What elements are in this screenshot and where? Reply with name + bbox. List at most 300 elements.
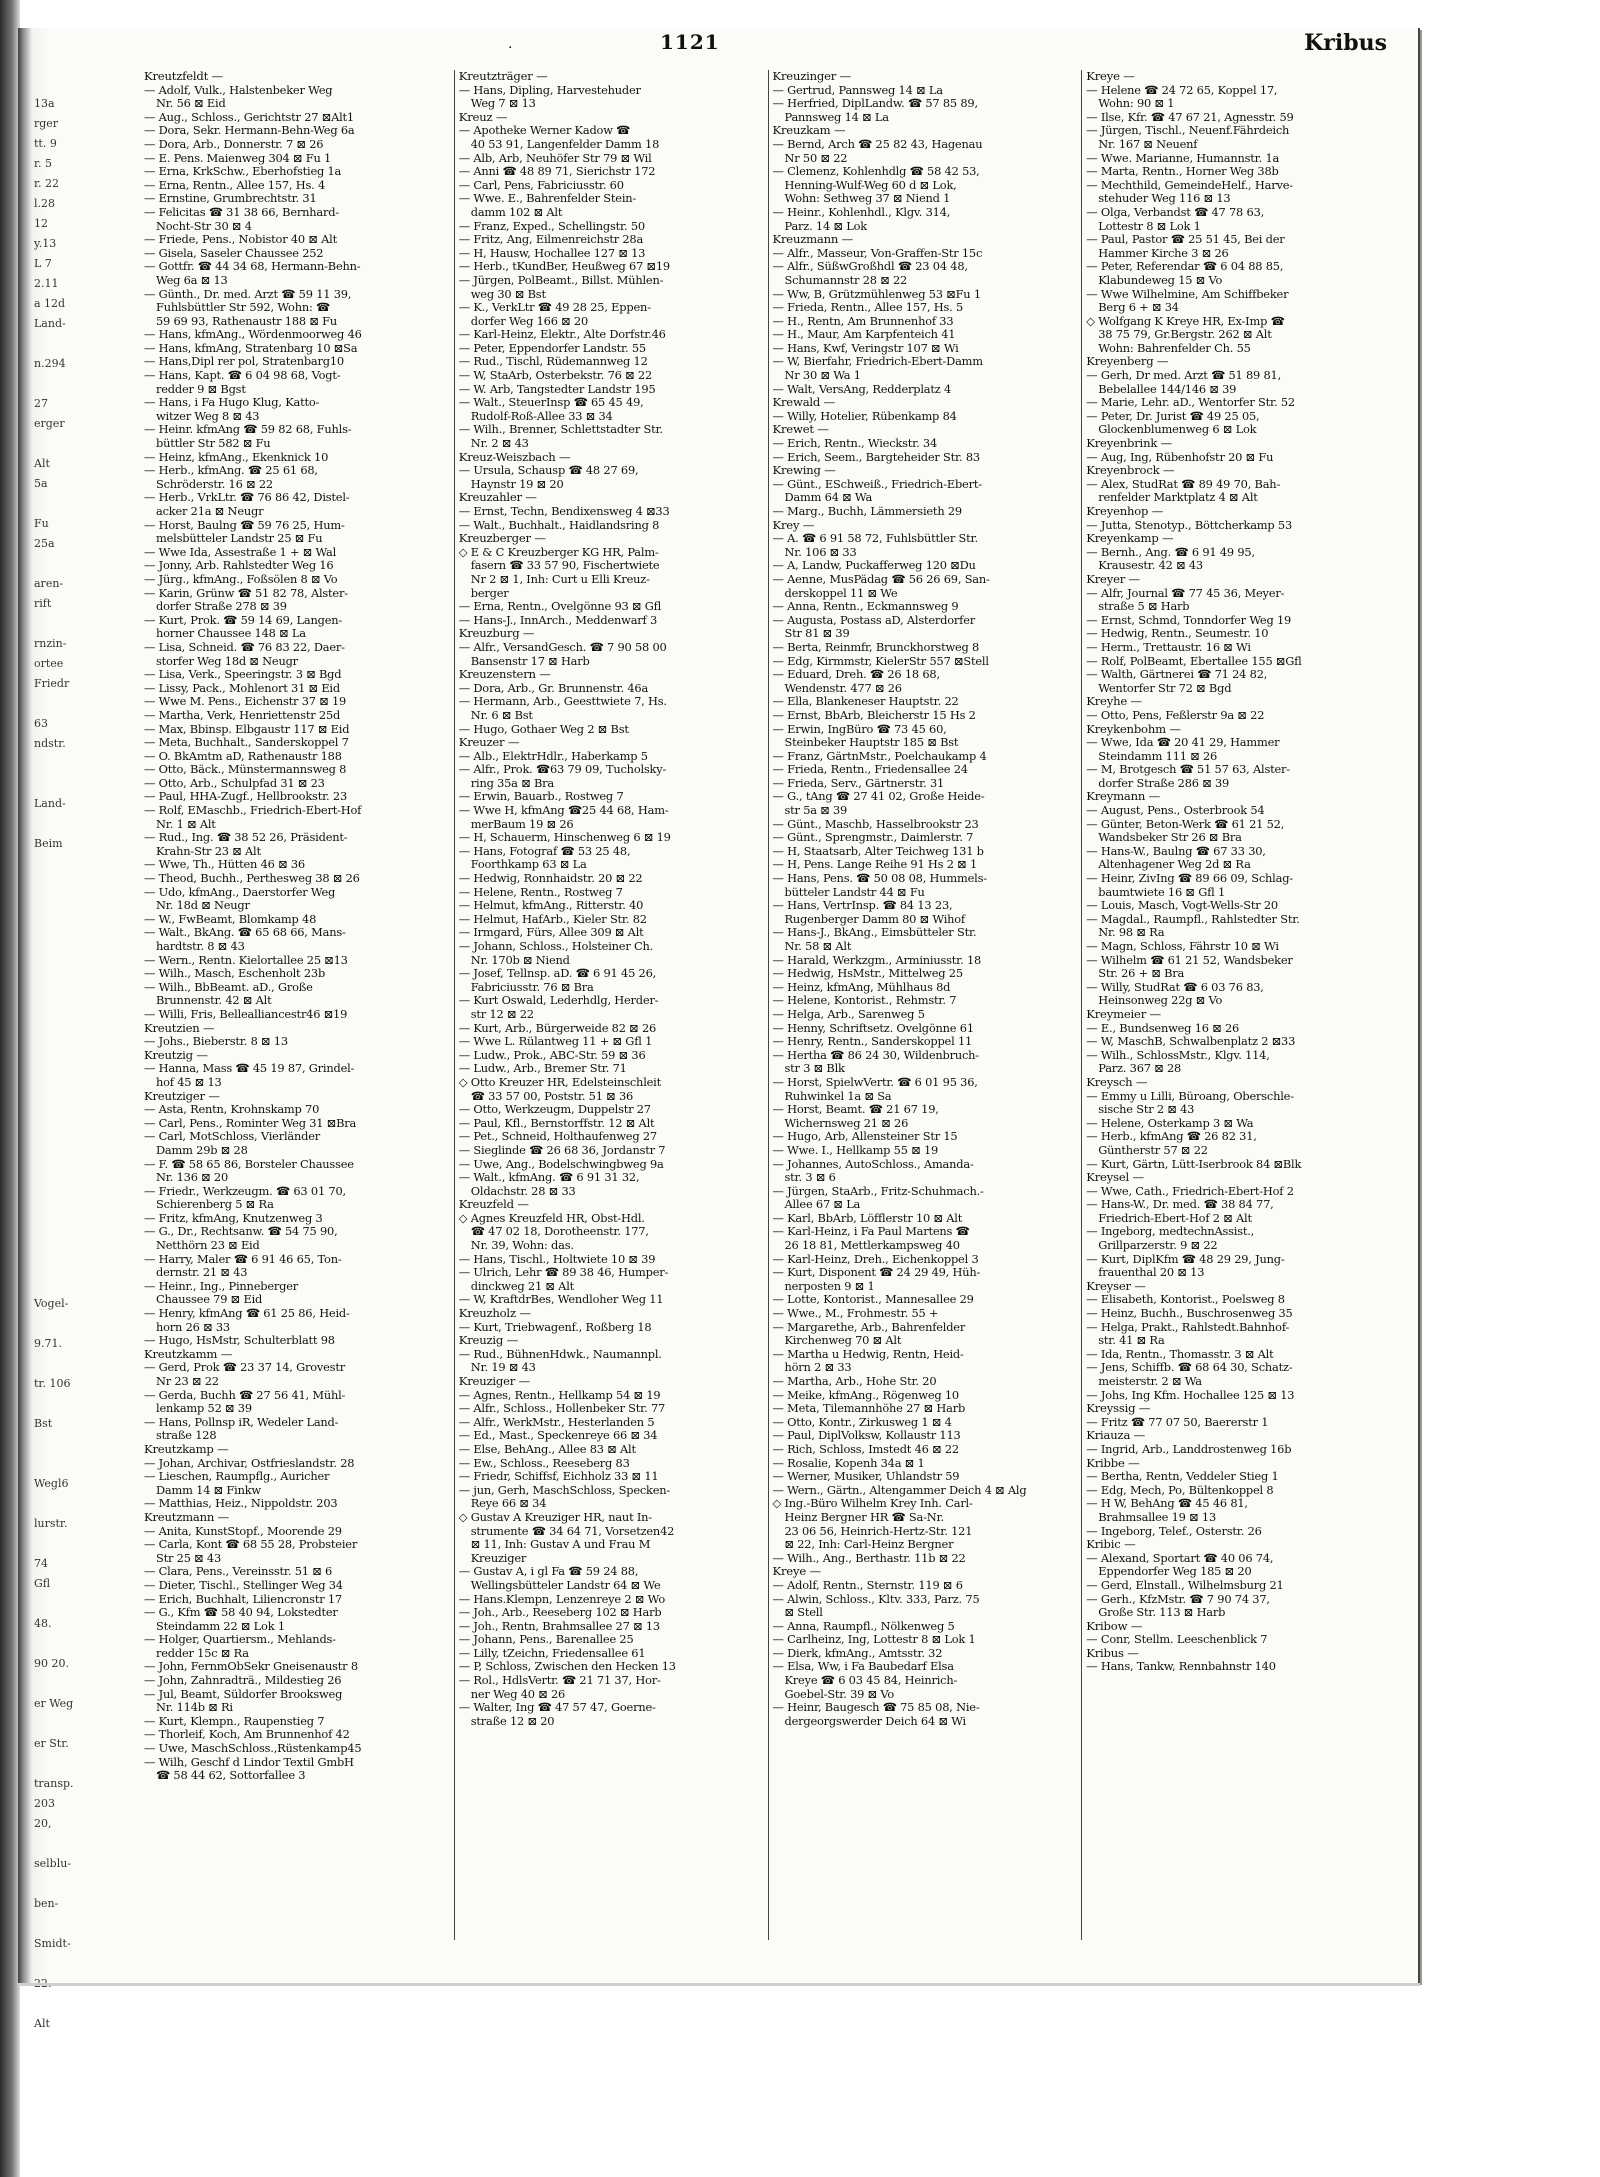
directory-entry: dernstr. 21 ⊠ 43 (156, 1265, 248, 1280)
surname-heading: Kreutziger — (144, 1088, 220, 1103)
directory-entry: — Max, Bbinsp. Elbgaustr 117 ⊠ Eid (144, 721, 350, 736)
gutter-fragment: transp. (34, 1777, 74, 1790)
directory-entry: — Magdal., Raumpfl., Rahlstedter Str. (1086, 911, 1300, 926)
directory-entry: — W, Bierfahr, Friedrich-Ebert-Damm (772, 354, 983, 369)
directory-entry: — Frieda, Rentn., Allee 157, Hs. 5 (772, 300, 964, 315)
surname-heading: Kriauza — (1086, 1428, 1146, 1443)
surname-heading: Kreymeier — (1086, 1006, 1161, 1021)
directory-entry: — Ulrich, Lehr ☎ 89 38 46, Humper- (458, 1265, 669, 1280)
directory-entry: — Erwin, Bauarb., Rostweg 7 (458, 789, 624, 804)
directory-entry: — Walt., SteuerInsp ☎ 65 45 49, (458, 395, 644, 410)
directory-entry: str 12 ⊠ 22 (470, 1006, 534, 1021)
column-1 (140, 70, 454, 1940)
surname-heading: Kreuzer — (458, 735, 520, 750)
directory-entry: — Josef, Tellnsp. aD. ☎ 6 91 45 26, (458, 966, 657, 981)
gutter-fragment: 20, (34, 1817, 52, 1830)
gutter-fragment: er Weg (34, 1697, 74, 1710)
directory-entry: stehuder Weg 116 ⊠ 13 (1098, 191, 1231, 206)
directory-entry: Brahmsallee 19 ⊠ 13 (1098, 1509, 1216, 1524)
directory-entry: — Willy, Hotelier, Rübenkamp 84 (772, 408, 957, 423)
directory-entry: Wandsbeker Str 26 ⊠ Bra (1098, 830, 1242, 845)
surname-heading: Kreyenhop — (1086, 504, 1164, 518)
gutter-fragment: L 7 (34, 257, 52, 270)
directory-entry: Oldachstr. 28 ⊠ 33 (470, 1183, 576, 1198)
directory-entry: — Heinr., Ing., Pinneberger (144, 1278, 298, 1293)
directory-entry: Parz. 367 ⊠ 28 (1098, 1061, 1182, 1076)
directory-entry: — Hedwig, Ronnhaidstr. 20 ⊠ 22 (458, 871, 643, 886)
directory-entry: — Meta, Tilemannhöhe 27 ⊠ Harb (772, 1401, 966, 1416)
directory-entry: — Edg, Mech, Po, Bültenkoppel 8 (1086, 1482, 1274, 1497)
directory-entry: — Hans, Tischl., Holtwiete 10 ⊠ 39 (458, 1251, 656, 1266)
directory-entry: straße 5 ⊠ Harb (1098, 599, 1190, 614)
surname-heading: Kribbe — (1086, 1455, 1140, 1470)
directory-entry: Netthörn 23 ⊠ Eid (156, 1238, 260, 1253)
directory-entry: — Walter, Ing ☎ 47 57 47, Goerne- (458, 1700, 656, 1715)
surname-heading: Kreysch — (1086, 1074, 1148, 1089)
directory-entry: — Walt., Buchhalt., Haidlandsring 8 (458, 517, 660, 532)
gutter-fragment: Land- (34, 317, 66, 330)
surname-heading: Kreutzig — (144, 1047, 208, 1062)
directory-entry: ◇ Agnes Kreuzfeld HR, Obst-Hdl. (458, 1210, 645, 1225)
directory-entry: — Elsa, Ww, i Fa Baubedarf Elsa (772, 1659, 954, 1674)
surname-heading: Kribow — (1086, 1618, 1143, 1633)
directory-entry: — Johann, Schloss., Holsteiner Ch. (458, 939, 654, 953)
directory-entry: Wentorfer Str 72 ⊠ Bgd (1098, 680, 1232, 695)
directory-entry: — Ludw., Prok., ABC-Str. 59 ⊠ 36 (458, 1047, 646, 1062)
directory-entry: — Agnes, Rentn., Hellkamp 54 ⊠ 19 (458, 1387, 661, 1402)
directory-entry: — Lissy, Pack., Mohlenort 31 ⊠ Eid (144, 680, 340, 695)
surname-heading: Krey — (772, 517, 815, 532)
directory-entry: — Joh., Rentn, Brahmsallee 27 ⊠ 13 (458, 1618, 660, 1633)
directory-entry: — Erich, Rentn., Wieckstr. 34 (772, 436, 938, 451)
directory-entry: — Herfried, DiplLandw. ☎ 57 85 89, (772, 96, 978, 111)
directory-entry: — Friedr, Schiffsf, Eichholz 33 ⊠ 11 (458, 1469, 659, 1484)
surname-heading: Kreyenbrock — (1086, 463, 1175, 478)
directory-entry: — Hans, kfmAng., Wördenmoorweg 46 (144, 327, 362, 342)
directory-entry: — Dora, Arb., Gr. Brunnenstr. 46a (458, 680, 649, 695)
directory-entry: — Hanna, Mass ☎ 45 19 87, Grindel- (144, 1061, 355, 1076)
directory-entry: — Günt., Sprengmstr., Daimlerstr. 7 (772, 830, 974, 845)
directory-entry: — Gottfr. ☎ 44 34 68, Hermann-Behn- (144, 259, 361, 274)
directory-entry: — Fritz, Ang, Eilmenreichstr 28a (458, 232, 644, 247)
directory-entry: — Hans, Kwf, Veringstr 107 ⊠ Wi (772, 340, 959, 355)
directory-entry: Damm 29b ⊠ 28 (156, 1142, 248, 1157)
directory-entry: — Edg, Kirmmstr, KielerStr 557 ⊠Stell (772, 653, 989, 668)
directory-entry: — Adolf, Rentn., Sternstr. 119 ⊠ 6 (772, 1577, 963, 1592)
directory-entry: Damm 64 ⊠ Wa (784, 490, 873, 505)
directory-entry: — Gerda, Buchh ☎ 27 56 41, Mühl- (144, 1387, 346, 1402)
directory-entry: büttler Str 582 ⊠ Fu (156, 436, 271, 451)
directory-entry: — Hugo, Arb, Allensteiner Str 15 (772, 1129, 958, 1144)
directory-entry: — Heinr. kfmAng ☎ 59 82 68, Fuhls- (144, 422, 352, 437)
directory-entry: — Erwin, IngBüro ☎ 73 45 60, (772, 721, 947, 736)
directory-entry: — Günter, Beton-Werk ☎ 61 21 52, (1086, 816, 1285, 831)
directory-entry: — H, Schauerm, Hinschenweg 6 ⊠ 19 (458, 830, 671, 845)
directory-entry: — Herb., VrkLtr. ☎ 76 86 42, Distel- (144, 490, 350, 505)
directory-entry: — Olga, Verbandst ☎ 47 78 63, (1086, 204, 1265, 219)
directory-entry: — Hans, Fotograf ☎ 53 25 48, (458, 843, 631, 858)
gutter-fragment: 25a (34, 537, 55, 550)
directory-entry: — Johan, Archivar, Ostfrieslandstr. 28 (144, 1455, 355, 1470)
gutter-fragment: tr. 106 (34, 1377, 71, 1390)
surname-heading: Krewet — (772, 422, 829, 437)
directory-entry: — Willi, Fris, Bellealliancestr46 ⊠19 (144, 1006, 348, 1021)
directory-entry: — Hugo, HsMstr, Schulterblatt 98 (144, 1333, 335, 1348)
directory-entry: — Fritz, kfmAng, Knutzenweg 3 (144, 1210, 323, 1225)
directory-entry: Steinbeker Hauptstr 185 ⊠ Bst (784, 735, 959, 750)
surname-heading: Kribic — (1086, 1537, 1136, 1552)
gutter-fragment: tt. 9 (34, 137, 57, 150)
directory-entry: Chaussee 79 ⊠ Eid (156, 1292, 263, 1307)
directory-entry: straße 128 (156, 1428, 217, 1443)
directory-entry: 59 69 93, Rathenaustr 188 ⊠ Fu (156, 313, 337, 328)
directory-entry: — Hermann, Arb., Geesttwiete 7, Hs. (458, 694, 667, 709)
gutter-fragment: y.13 (34, 237, 57, 250)
directory-entry: Heinsonweg 22g ⊠ Vo (1098, 993, 1223, 1008)
directory-entry: — Ingeborg, Telef., Osterstr. 26 (1086, 1523, 1262, 1538)
directory-entry: — Helga, Arb., Sarenweg 5 (772, 1006, 925, 1021)
directory-entry: — Hans, Tankw, Rennbahnstr 140 (1086, 1659, 1276, 1674)
directory-entry: — Hans, VertrInsp. ☎ 84 13 23, (772, 898, 953, 913)
directory-entry: — Paul, Kfl., Bernstorffstr. 12 ⊠ Alt (458, 1115, 655, 1130)
directory-entry: — Clara, Pens., Vereinsstr. 51 ⊠ 6 (144, 1564, 333, 1579)
directory-entry: lenkamp 52 ⊠ 39 (156, 1401, 252, 1416)
directory-entry: Eppendorfer Weg 185 ⊠ 20 (1098, 1564, 1252, 1579)
gutter-fragment: Alt (34, 2017, 50, 2030)
directory-entry: Kreuziger (470, 1550, 527, 1565)
directory-entry: str 5a ⊠ 39 (784, 803, 848, 818)
directory-entry: — Meta, Buchhalt., Sanderskoppel 7 (144, 735, 349, 750)
directory-entry: — Otto, Kontr., Zirkusweg 1 ⊠ 4 (772, 1414, 952, 1429)
directory-entry: — Kurt Oswald, Lederhdlg, Herder- (458, 993, 659, 1008)
directory-entry: — Wwe M. Pens., Eichenstr 37 ⊠ 19 (144, 694, 347, 709)
directory-entry: redder 9 ⊠ Bgst (156, 381, 246, 396)
directory-entry: — Friedr., Werkzeugm. ☎ 63 01 70, (144, 1183, 346, 1198)
directory-entry: Reye 66 ⊠ 34 (470, 1496, 547, 1511)
directory-entry: — Wwe. E., Bahrenfelder Stein- (458, 191, 637, 206)
directory-entry: — Wwe, Th., Hütten 46 ⊠ 36 (144, 857, 305, 872)
directory-entry: Berg 6 + ⊠ 34 (1098, 300, 1179, 315)
directory-entry: dorfer Weg 166 ⊠ 20 (470, 313, 589, 328)
directory-entry: — Wwe Ida, Assestraße 1 + ⊠ Wal (144, 544, 337, 559)
directory-entry: — Willy, StudRat ☎ 6 03 76 83, (1086, 979, 1264, 994)
directory-entry: — John, Zahnradträ., Mildestieg 26 (144, 1673, 342, 1688)
directory-entry: — Rud., BühnenHdwk., Naumannpl. (458, 1346, 662, 1361)
directory-entry: Krahn-Str 23 ⊠ Alt (156, 843, 261, 858)
directory-entry: — Ingeborg, medtechnAssist., (1086, 1224, 1255, 1239)
directory-entry: ◇ Otto Kreuzer HR, Edelsteinschleit (458, 1074, 661, 1089)
directory-entry: — Walt., BkAng. ☎ 65 68 66, Mans- (144, 925, 346, 940)
directory-entry: Nr. 2 ⊠ 43 (470, 436, 529, 451)
directory-entry: — Dora, Sekr. Hermann-Behn-Weg 6a (144, 123, 355, 138)
surname-heading: Kreuzburg — (458, 626, 535, 641)
directory-entry: — Hans-W., Baulng ☎ 67 33 30, (1086, 843, 1266, 858)
directory-entry: — Frieda, Serv., Gärtnerstr. 31 (772, 775, 945, 790)
directory-entry: Foorthkamp 63 ⊠ La (470, 857, 587, 872)
directory-entry: — Alfr., Masseur, Von-Graffen-Str 15c (772, 245, 983, 260)
directory-entry: — Ursula, Schausp ☎ 48 27 69, (458, 463, 639, 478)
directory-entry: — Lisa, Schneid. ☎ 76 83 22, Daer- (144, 639, 345, 654)
directory-entry: — W., FwBeamt, Blomkamp 48 (144, 911, 317, 926)
directory-entry: — Joh., Arb., Reeseberg 102 ⊠ Harb (458, 1605, 662, 1620)
directory-entry: — Bernd, Arch ☎ 25 82 43, Hagenau (772, 136, 983, 151)
directory-entry: Bansenstr 17 ⊠ Harb (470, 653, 590, 668)
gutter-fragment: Alt (34, 457, 50, 470)
directory-entry: — Wilh., Masch, Eschenholt 23b (144, 966, 326, 981)
directory-entry: sische Str 2 ⊠ 43 (1098, 1102, 1195, 1117)
directory-entry: derskoppel 11 ⊠ We (784, 585, 898, 600)
directory-entry: witzer Weg 8 ⊠ 43 (156, 408, 260, 423)
directory-entry: — Ernst, Techn, Bendixensweg 4 ⊠33 (458, 504, 670, 518)
directory-entry: Nr. 114b ⊠ Ri (156, 1700, 233, 1715)
directory-entry: — Hans,Dipl rer pol, Stratenbarg10 (144, 354, 344, 369)
column-3 (768, 70, 1082, 1940)
gutter-fragment: 5a (34, 477, 48, 490)
directory-entry: horn 26 ⊠ 33 (156, 1319, 230, 1334)
gutter-fragment: erger (34, 417, 65, 430)
directory-entry: Nocht-Str 30 ⊠ 4 (156, 218, 252, 233)
directory-entry: — Alb., ElektrHdlr., Haberkamp 5 (458, 748, 648, 763)
directory-entry: storfer Weg 18d ⊠ Neugr (156, 653, 298, 668)
directory-entry: — Harald, Werkzgm., Arminiusstr. 18 (772, 952, 982, 967)
directory-entry: Güntherstr 57 ⊠ 22 (1098, 1142, 1208, 1157)
directory-entry: Nr. 58 ⊠ Alt (784, 939, 852, 953)
directory-entry: acker 21a ⊠ Neugr (156, 504, 264, 518)
directory-entry: — Jul, Beamt, Süldorfer Brooksweg (144, 1686, 343, 1701)
directory-entry: — W, KraftdrBes, Wendloher Weg 11 (458, 1292, 664, 1307)
directory-entry: — Hans, kfmAng, Stratenbarg 10 ⊠Sa (144, 340, 358, 355)
directory-entry: — Gisela, Saseler Chaussee 252 (144, 245, 324, 260)
directory-entry: — Helene, Osterkamp 3 ⊠ Wa (1086, 1115, 1254, 1130)
directory-entry: — Aug., Schloss., Gerichtstr 27 ⊠Alt1 (144, 109, 354, 124)
directory-entry: Damm 14 ⊠ Finkw (156, 1482, 261, 1497)
directory-entry: — Conr, Stellm. Leeschenblick 7 (1086, 1632, 1268, 1647)
directory-entry: — Alfr., Schloss., Hollenbeker Str. 77 (458, 1401, 666, 1416)
surname-heading: Kreymann — (1086, 789, 1160, 804)
directory-entry: Weg 7 ⊠ 13 (470, 96, 536, 111)
directory-entry: Schröderstr. 16 ⊠ 22 (156, 476, 273, 491)
directory-entry: — Horst, SpielwVertr. ☎ 6 01 95 36, (772, 1074, 978, 1089)
directory-entry: — Carl, Pens., Rominter Weg 31 ⊠Bra (144, 1115, 357, 1130)
directory-entry: ring 35a ⊠ Bra (470, 775, 554, 790)
directory-entry: — Friede, Pens., Nobistor 40 ⊠ Alt (144, 232, 337, 247)
directory-entry: Fuhlsbüttler Str 592, Wohn: ☎ (156, 300, 331, 315)
directory-entry: ◇ Gustav A Kreuziger HR, naut In- (458, 1509, 652, 1524)
directory-entry: — Hans-J., InnArch., Meddenwarf 3 (458, 612, 658, 627)
directory-entry: — Martha u Hedwig, Rentn, Heid- (772, 1346, 964, 1361)
directory-entry: — Alfr., WerkMstr., Hesterlanden 5 (458, 1414, 655, 1429)
directory-entry: — Kurt, Disponent ☎ 24 29 49, Hüh- (772, 1265, 981, 1280)
gutter-fragment: Fu (34, 517, 49, 530)
directory-entry: — Herb., kfmAng ☎ 26 82 31, (1086, 1129, 1257, 1144)
surname-heading: Kreyer — (1086, 571, 1140, 586)
surname-heading: Kreuzholz — (458, 1306, 531, 1321)
directory-entry: — W. Arb, Tangstedter Landstr 195 (458, 381, 656, 396)
directory-entry: — Heinr, ZivIng ☎ 89 66 09, Schlag- (1086, 871, 1293, 886)
directory-entry: Nr 2 ⊠ 1, Inh: Curt u Elli Kreuz- (470, 571, 650, 586)
gutter-fragment: l.28 (34, 197, 56, 210)
directory-entry: — Ida, Rentn., Thomasstr. 3 ⊠ Alt (1086, 1346, 1274, 1361)
directory-entry: — Jürg., kfmAng., Foßsölen 8 ⊠ Vo (144, 571, 338, 586)
gutter-fragment: ortee (34, 657, 64, 670)
directory-entry: — Alfr, Journal ☎ 77 45 36, Meyer- (1086, 585, 1285, 600)
surname-heading: Kreuzenstern — (458, 667, 551, 682)
directory-entry: — Horst, Beamt. ☎ 21 67 19, (772, 1102, 939, 1117)
directory-entry: — Erna, KrkSchw., Eberhofstieg 1a (144, 164, 342, 179)
directory-entry: — Uwe, MaschSchloss.,Rüstenkamp45 (144, 1741, 362, 1756)
directory-entry: — Wern., Gärtn., Altengammer Deich 4 ⊠ Alg (772, 1482, 1027, 1497)
directory-entry: — Alb, Arb, Neuhöfer Str 79 ⊠ Wil (458, 150, 652, 165)
scan-edge-shadow (0, 0, 20, 2177)
page-header (140, 26, 1395, 60)
directory-entry: — Peter, Eppendorfer Landstr. 55 (458, 340, 646, 355)
directory-entry: Nr 23 ⊠ 22 (156, 1374, 219, 1388)
column-4 (1081, 70, 1395, 1940)
directory-entry: — Emmy u Lilli, Büroang, Oberschle- (1086, 1088, 1294, 1103)
directory-entry: — Karl-Heinz, Dreh., Eichenkoppel 3 (772, 1251, 979, 1266)
directory-entry: ⊠ 11, Inh: Gustav A und Frau M (470, 1537, 651, 1552)
directory-entry: — Johs., Bieberstr. 8 ⊠ 13 (144, 1034, 288, 1049)
directory-entry: — Helene ☎ 24 72 65, Koppel 17, (1086, 82, 1278, 97)
directory-entry: — Irmgard, Fürs, Allee 309 ⊠ Alt (458, 925, 644, 940)
directory-entry: Rugenberger Damm 80 ⊠ Wihof (784, 911, 965, 926)
directory-entry: — Wwe Wilhelmine, Am Schiffbeker (1086, 286, 1289, 301)
directory-entry: — Ernstine, Grumbrechtstr. 31 (144, 191, 317, 206)
directory-entry: — Wwe, Ida ☎ 20 41 29, Hammer (1086, 735, 1280, 750)
directory-entry: — Rud., Ing. ☎ 38 52 26, Präsident- (144, 830, 348, 845)
directory-entry: — Lotte, Kontorist., Mannesallee 29 (772, 1292, 974, 1307)
directory-entry: — Gerh, Dr med. Arzt ☎ 51 89 81, (1086, 368, 1282, 383)
directory-entry: — Jürgen, Tischl., Neuenf.Fährdeich (1086, 123, 1290, 138)
directory-entry: — Herb., kfmAng. ☎ 25 61 68, (144, 463, 318, 478)
directory-entry: Rudolf-Roß-Allee 33 ⊠ 34 (470, 408, 613, 423)
directory-entry: — Günt., ESchweiß., Friedrich-Ebert- (772, 476, 982, 491)
directory-entry: — Kurt, Klempn., Raupenstieg 7 (144, 1713, 325, 1728)
directory-entry: strumente ☎ 34 64 71, Vorsetzen42 (470, 1523, 675, 1538)
directory-entry: — Wwe. I., Hellkamp 55 ⊠ 19 (772, 1142, 939, 1157)
directory-entry: — H, Hausw, Hochallee 127 ⊠ 13 (458, 245, 646, 260)
directory-entry: — Ew., Schloss., Reeseberg 83 (458, 1455, 630, 1470)
directory-entry: — Jens, Schiffb. ☎ 68 64 30, Schatz- (1086, 1360, 1293, 1375)
directory-entry: — Alfr., VersandGesch. ☎ 7 90 58 00 (458, 639, 667, 654)
directory-entry: merBaum 19 ⊠ 26 (470, 816, 574, 831)
directory-entry: — Dora, Arb., Donnerstr. 7 ⊠ 26 (144, 136, 324, 151)
directory-entry: — G., Dr., Rechtsanw. ☎ 54 75 90, (144, 1224, 338, 1239)
directory-entry: str. 41 ⊠ Ra (1098, 1333, 1165, 1348)
header-separator: . (508, 36, 513, 52)
directory-entry: — Uwe, Ang., Bodelschwingbweg 9a (458, 1156, 664, 1171)
directory-entry: — Paul, HHA-Zugf., Hellbrookstr. 23 (144, 789, 347, 804)
directory-entry: — Wilh., SchlossMstr., Klgv. 114, (1086, 1047, 1270, 1062)
directory-entry: ◇ Wolfgang K Kreye HR, Ex-Imp ☎ (1086, 313, 1285, 328)
directory-entry: Steindamm 22 ⊠ Lok 1 (156, 1618, 285, 1633)
directory-entry: damm 102 ⊠ Alt (470, 204, 563, 219)
running-head: Kribus (1304, 30, 1387, 56)
gutter-fragment: 12 (34, 217, 48, 230)
directory-entry: Nr. 56 ⊠ Eid (156, 96, 226, 111)
directory-entry: — Günt., Maschb, Hasselbrookstr 23 (772, 816, 979, 831)
surname-heading: Kreutzmann — (144, 1509, 230, 1524)
gutter-fragment: 48. (34, 1617, 52, 1630)
directory-entry: — Gerd, Prok ☎ 23 37 14, Grovestr (144, 1360, 345, 1375)
directory-entry: Wohn: Sethweg 37 ⊠ Niend 1 (784, 191, 951, 206)
directory-entry: Nr. 136 ⊠ 20 (156, 1170, 229, 1185)
directory-entry: — Henry, kfmAng ☎ 61 25 86, Heid- (144, 1306, 350, 1321)
directory-entry: — Udo, kfmAng., Daerstorfer Weg (144, 884, 336, 899)
surname-heading: Kreye — (772, 1564, 821, 1579)
directory-entry: Nr. 39, Wohn: das. (470, 1238, 574, 1253)
directory-entry: — Asta, Rentn, Krohnskamp 70 (144, 1102, 320, 1117)
directory-entry: — Wwe L. Rülantweg 11 + ⊠ Gfl 1 (458, 1034, 653, 1049)
directory-entry: — Wwe H, kfmAng ☎25 44 68, Ham- (458, 803, 669, 818)
directory-entry: — Aug, Ing, Rübenhofstr 20 ⊠ Fu (1086, 449, 1274, 464)
directory-entry: — Ww, B, Grützmühlenweg 53 ⊠Fu 1 (772, 286, 981, 301)
directory-entry: Schierenberg 5 ⊠ Ra (156, 1197, 274, 1212)
directory-entry: Nr. 98 ⊠ Ra (1098, 925, 1165, 940)
directory-entry: — Helene, Kontorist., Rehmstr. 7 (772, 993, 957, 1008)
directory-entry: — Hans-W., Dr. med. ☎ 38 84 77, (1086, 1197, 1274, 1212)
directory-entry: — Eduard, Dreh. ☎ 26 18 68, (772, 667, 940, 682)
directory-entry: — Frieda, Rentn., Friedensallee 24 (772, 762, 968, 777)
directory-entry: — A, Landw, Puckafferweg 120 ⊠Du (772, 558, 976, 573)
directory-entry: — Kurt, Arb., Bürgerweide 82 ⊠ 26 (458, 1020, 657, 1035)
column-2 (454, 70, 768, 1940)
directory-entry: dinckweg 21 ⊠ Alt (470, 1278, 575, 1293)
directory-entry: — Wwe, Cath., Friedrich-Ebert-Hof 2 (1086, 1183, 1294, 1198)
directory-entry: — Apotheke Werner Kadow ☎ (458, 123, 631, 138)
directory-entry: — Elisabeth, Kontorist., Poelsweg 8 (1086, 1292, 1285, 1307)
directory-entry: — Hugo, Gothaer Weg 2 ⊠ Bst (458, 721, 629, 736)
directory-entry: — Pet., Schneid, Holthaufenweg 27 (458, 1129, 657, 1144)
directory-entry: — Karl-Heinz, Elektr., Alte Dorfstr.46 (458, 327, 666, 342)
directory-entry: — Adolf, Vulk., Halstenbeker Weg (144, 82, 333, 97)
surname-heading: Kreutzien — (144, 1020, 215, 1035)
directory-entry: — Augusta, Postass aD, Alsterdorfer (772, 612, 975, 627)
gutter-fragment: ndstr. (34, 737, 66, 750)
surname-heading: Kreysel — (1086, 1170, 1144, 1185)
gutter-fragment: Bst (34, 1417, 53, 1430)
directory-entry: nerposten 9 ⊠ 1 (784, 1278, 875, 1293)
directory-entry: Schumannstr 28 ⊠ 22 (784, 272, 908, 287)
directory-entry: — Anna, Rentn., Eckmannsweg 9 (772, 599, 959, 614)
gutter-fragment: rger (34, 117, 59, 130)
gutter-fragment: Smidt- (34, 1937, 71, 1950)
directory-entry: ⊠ 22, Inh: Carl-Heinz Bergner (784, 1537, 954, 1552)
directory-entry: ☎ 47 02 18, Dorotheenstr. 177, (470, 1224, 649, 1239)
directory-entry: — H, Pens. Lange Reihe 91 Hs 2 ⊠ 1 (772, 857, 977, 872)
directory-entry: — Ingrid, Arb., Landdrostenweg 16b (1086, 1441, 1292, 1456)
directory-entry: hörn 2 ⊠ 33 (784, 1360, 852, 1375)
directory-entry: — Magn, Schloss, Fährstr 10 ⊠ Wi (1086, 939, 1279, 953)
directory-entry: dorfer Straße 278 ⊠ 39 (156, 599, 287, 614)
facing-page-gutter (18, 28, 108, 2030)
directory-entry: — Jürgen, StaArb., Fritz-Schuhmach.- (772, 1183, 984, 1198)
directory-entry: — Otto, Bäck., Münstermannsweg 8 (144, 762, 347, 777)
directory-entry: — Erna, Rentn., Ovelgönne 93 ⊠ Gfl (458, 599, 662, 614)
directory-entry: — H., Maur, Am Karpfenteich 41 (772, 327, 956, 342)
directory-entry: — Alwin, Schloss., Kltv. 333, Parz. 75 (772, 1591, 980, 1606)
directory-entry: ☎ 58 44 62, Sottorfallee 3 (156, 1768, 306, 1783)
directory-entry: — John, FernmObSekr Gneisenaustr 8 (144, 1659, 358, 1674)
directory-entry: Kreye ☎ 6 03 45 84, Heinrich- (784, 1673, 958, 1688)
directory-entry: — Heinz, Buchh., Buschrosenweg 35 (1086, 1306, 1293, 1321)
directory-entry: — Peter, Dr. Jurist ☎ 49 25 05, (1086, 408, 1260, 423)
directory-entry: — Erna, Rentn., Allee 157, Hs. 4 (144, 177, 326, 192)
directory-entry: — Rud., Tischl, Rüdemannweg 12 (458, 354, 648, 369)
directory-entry: — Jürgen, PolBeamt., Billst. Mühlen- (458, 272, 664, 287)
directory-entry: — Franz, Exped., Schellingstr. 50 (458, 218, 645, 233)
directory-entry: — Werner, Musiker, Uhlandstr 59 (772, 1469, 960, 1484)
